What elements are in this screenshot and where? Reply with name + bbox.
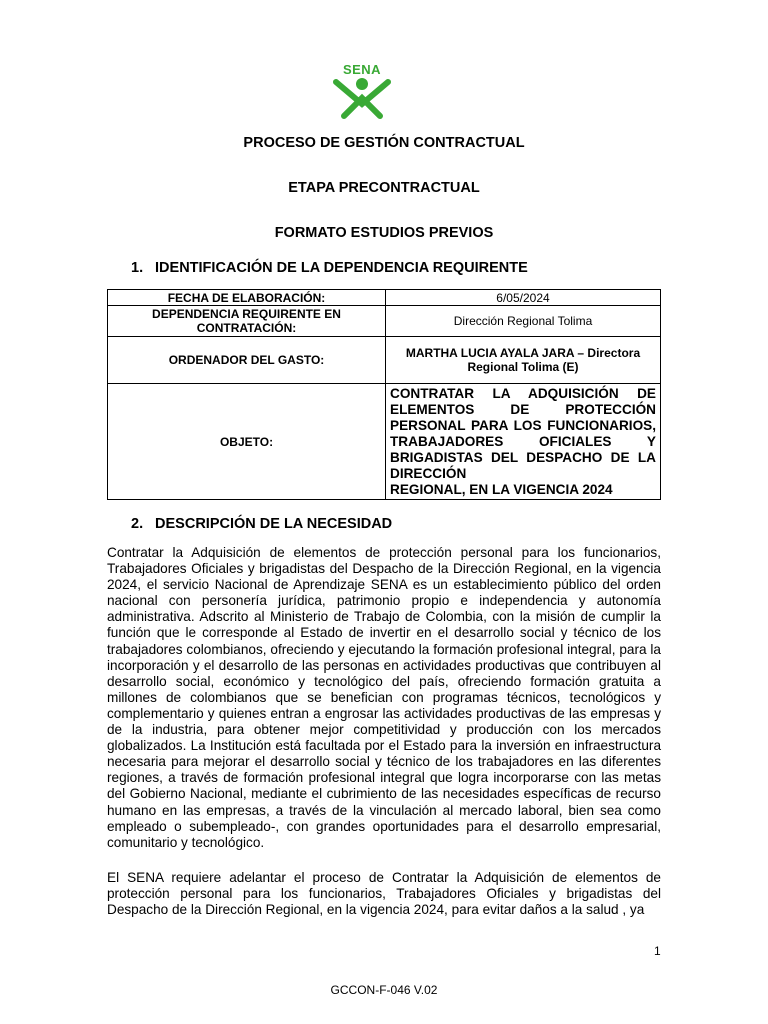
heading-stage: ETAPA PRECONTRACTUAL bbox=[288, 180, 480, 196]
heading-process: PROCESO DE GESTIÓN CONTRACTUAL bbox=[243, 135, 525, 151]
section-1-title bbox=[131, 260, 528, 276]
identification-table bbox=[107, 289, 661, 500]
page-number: 1 bbox=[654, 944, 661, 958]
section-2-text: DESCRIPCIÓN DE LA NECESIDAD bbox=[155, 516, 393, 532]
paragraph-1: Contratar la Adquisición de elementos de protección personal para los funcionarios, Trabajadores Oficiales y brigadistas del Despacho de la Dirección Regional, en la vigencia 2024, el servicio Nacional de Aprendizaje SENA es un establecimiento público del orden nacional con personería jurídica, patrimonio propio e independencia y autonomía administrativa. Adscrito al Ministerio de Trabajo de Colombia, con la misión de cumplir la función que le corresponde al Estado de invertir en el desarrollo social y técnico de los trabajadores colombianos, ofreciendo y ejecutando la formación profesional integral, para la incorporación y el desarrollo de las personas en actividades productivas que contribuyen al desarrollo social, económico y tecnológico del país, ofreciendo formación gratuita a millones de colombianos que se benefician con programas técnicos, tecnológicos y complementario y quienes entran a engrosar las actividades productivas de las empresas y de la industria, para obtener mejor competitividad y producción con los mercados globalizados. La Institución está facultada por el Estado para la inversión en infraestructura necesaria para mejorar el desarrollo social y técnico de los trabajadores en las diferentes regiones, a través de formación profesional integral que logra incorporarse con las metas del Gobierno Nacional, mediante el cubrimiento de las necesidades específicas de recurso humano en las empresas, a través de la vinculación al mercado laboral, bien sea como empleado o subempleado-, con grandes oportunidades para el desarrollo empresarial, comunitario y tecnológico. bbox=[107, 545, 661, 850]
section-1-number: 1. bbox=[131, 260, 144, 276]
paragraph-2: El SENA requiere adelantar el proceso de Contratar la Adquisición de elementos de protección personal para los funcionarios, Trabajadores Oficiales y brigadistas del Despacho de la Dirección Regional, en la vigencia 2024, para evitar daños a la salud , ya bbox=[107, 870, 661, 918]
dependencia-label: DEPENDENCIA REQUIRENTE EN CONTRATACIÓN: bbox=[108, 306, 386, 337]
heading-format: FORMATO ESTUDIOS PREVIOS bbox=[274, 225, 494, 241]
objeto-label: OBJETO: bbox=[108, 384, 386, 500]
section-2-number: 2. bbox=[131, 516, 144, 532]
objeto-value bbox=[386, 384, 661, 500]
sena-logo bbox=[330, 62, 394, 120]
table-row-ordenador bbox=[108, 337, 661, 384]
ordenador-value: MARTHA LUCIA AYALA JARA – Directora Regional Tolima (E) bbox=[386, 337, 661, 384]
fecha-label: FECHA DE ELABORACIÓN: bbox=[108, 290, 386, 306]
footer-code: GCCON-F-046 V.02 bbox=[330, 983, 438, 997]
objeto-value-last: REGIONAL, EN LA VIGENCIA 2024 bbox=[390, 481, 613, 497]
sena-logo-figure-icon bbox=[330, 76, 394, 120]
dependencia-value: Dirección Regional Tolima bbox=[386, 306, 661, 337]
table-row-fecha bbox=[108, 290, 661, 306]
table-row-objeto bbox=[108, 384, 661, 500]
ordenador-label: ORDENADOR DEL GASTO: bbox=[108, 337, 386, 384]
table-row-dependencia bbox=[108, 306, 661, 337]
section-2-title bbox=[131, 516, 392, 532]
sena-logo-text: SENA bbox=[342, 62, 382, 77]
section-1-text: IDENTIFICACIÓN DE LA DEPENDENCIA REQUIRENTE bbox=[155, 260, 528, 276]
objeto-value-main: CONTRATAR LA ADQUISICIÓN DE ELEMENTOS DE PROTECCIÓN PERSONAL PARA LOS FUNCIONARIOS, TRABAJADORES OFICIALES Y BRIGADISTAS DEL DESPACHO DE LA DIRECCIÓN bbox=[390, 385, 656, 481]
fecha-value: 6/05/2024 bbox=[386, 290, 661, 306]
